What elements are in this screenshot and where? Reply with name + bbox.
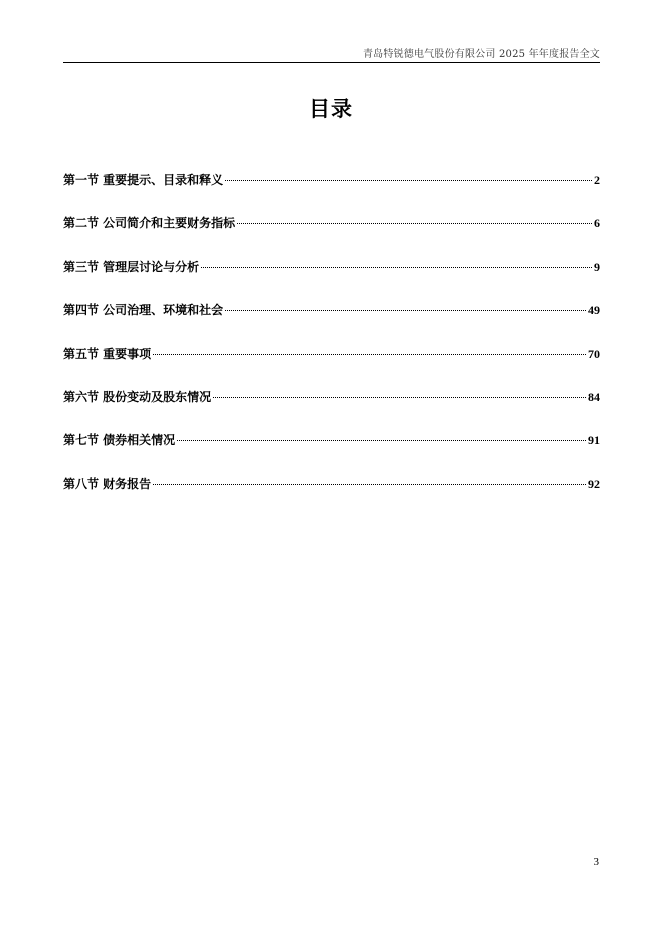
toc-entry-3[interactable] xyxy=(63,258,600,301)
toc-leader-dots xyxy=(225,310,586,311)
toc-entry-label: 第三节 管理层讨论与分析 xyxy=(63,259,200,274)
toc-leader-dots xyxy=(213,397,586,398)
toc-leader-dots xyxy=(237,223,592,224)
toc-entry-page: 2 xyxy=(594,173,600,187)
toc-entry-label: 第一节 重要提示、目录和释义 xyxy=(63,173,224,187)
toc-entry-page: 6 xyxy=(594,216,600,231)
toc-entry-5[interactable] xyxy=(63,345,600,388)
toc-entry-6[interactable] xyxy=(63,388,600,431)
toc-entry-7[interactable] xyxy=(63,431,600,474)
toc-entry-2[interactable] xyxy=(63,214,600,257)
toc-entry-page: 70 xyxy=(588,346,600,361)
page-header xyxy=(63,40,600,63)
toc-entry-label: 第七节 债券相关情况 xyxy=(63,433,176,448)
table-of-contents xyxy=(63,171,600,518)
toc-leader-dots xyxy=(201,267,592,268)
header-text: 青岛特锐德电气股份有限公司 2025 年年度报告全文 xyxy=(362,49,600,60)
toc-entry-1[interactable] xyxy=(63,171,600,214)
toc-leader-dots xyxy=(225,180,592,181)
toc-entry-label: 第八节 财务报告 xyxy=(63,476,152,491)
toc-entry-label: 第六节 股份变动及股东情况 xyxy=(63,389,212,404)
toc-entry-8[interactable] xyxy=(63,475,600,518)
toc-entry-4[interactable] xyxy=(63,301,600,344)
page-number: 3 xyxy=(593,856,599,868)
toc-entry-page: 9 xyxy=(594,259,600,274)
toc-entry-page: 92 xyxy=(588,476,600,491)
toc-entry-page: 91 xyxy=(588,433,600,448)
toc-entry-page: 49 xyxy=(588,303,600,318)
page-title: 目录 xyxy=(309,97,353,121)
toc-entry-label: 第五节 重要事项 xyxy=(63,346,152,361)
toc-leader-dots xyxy=(177,440,586,441)
toc-leader-dots xyxy=(153,484,586,485)
toc-entry-label: 第二节 公司简介和主要财务指标 xyxy=(63,216,236,231)
toc-leader-dots xyxy=(153,354,586,355)
toc-entry-label: 第四节 公司治理、环境和社会 xyxy=(63,303,224,318)
toc-entry-page: 84 xyxy=(588,389,600,404)
